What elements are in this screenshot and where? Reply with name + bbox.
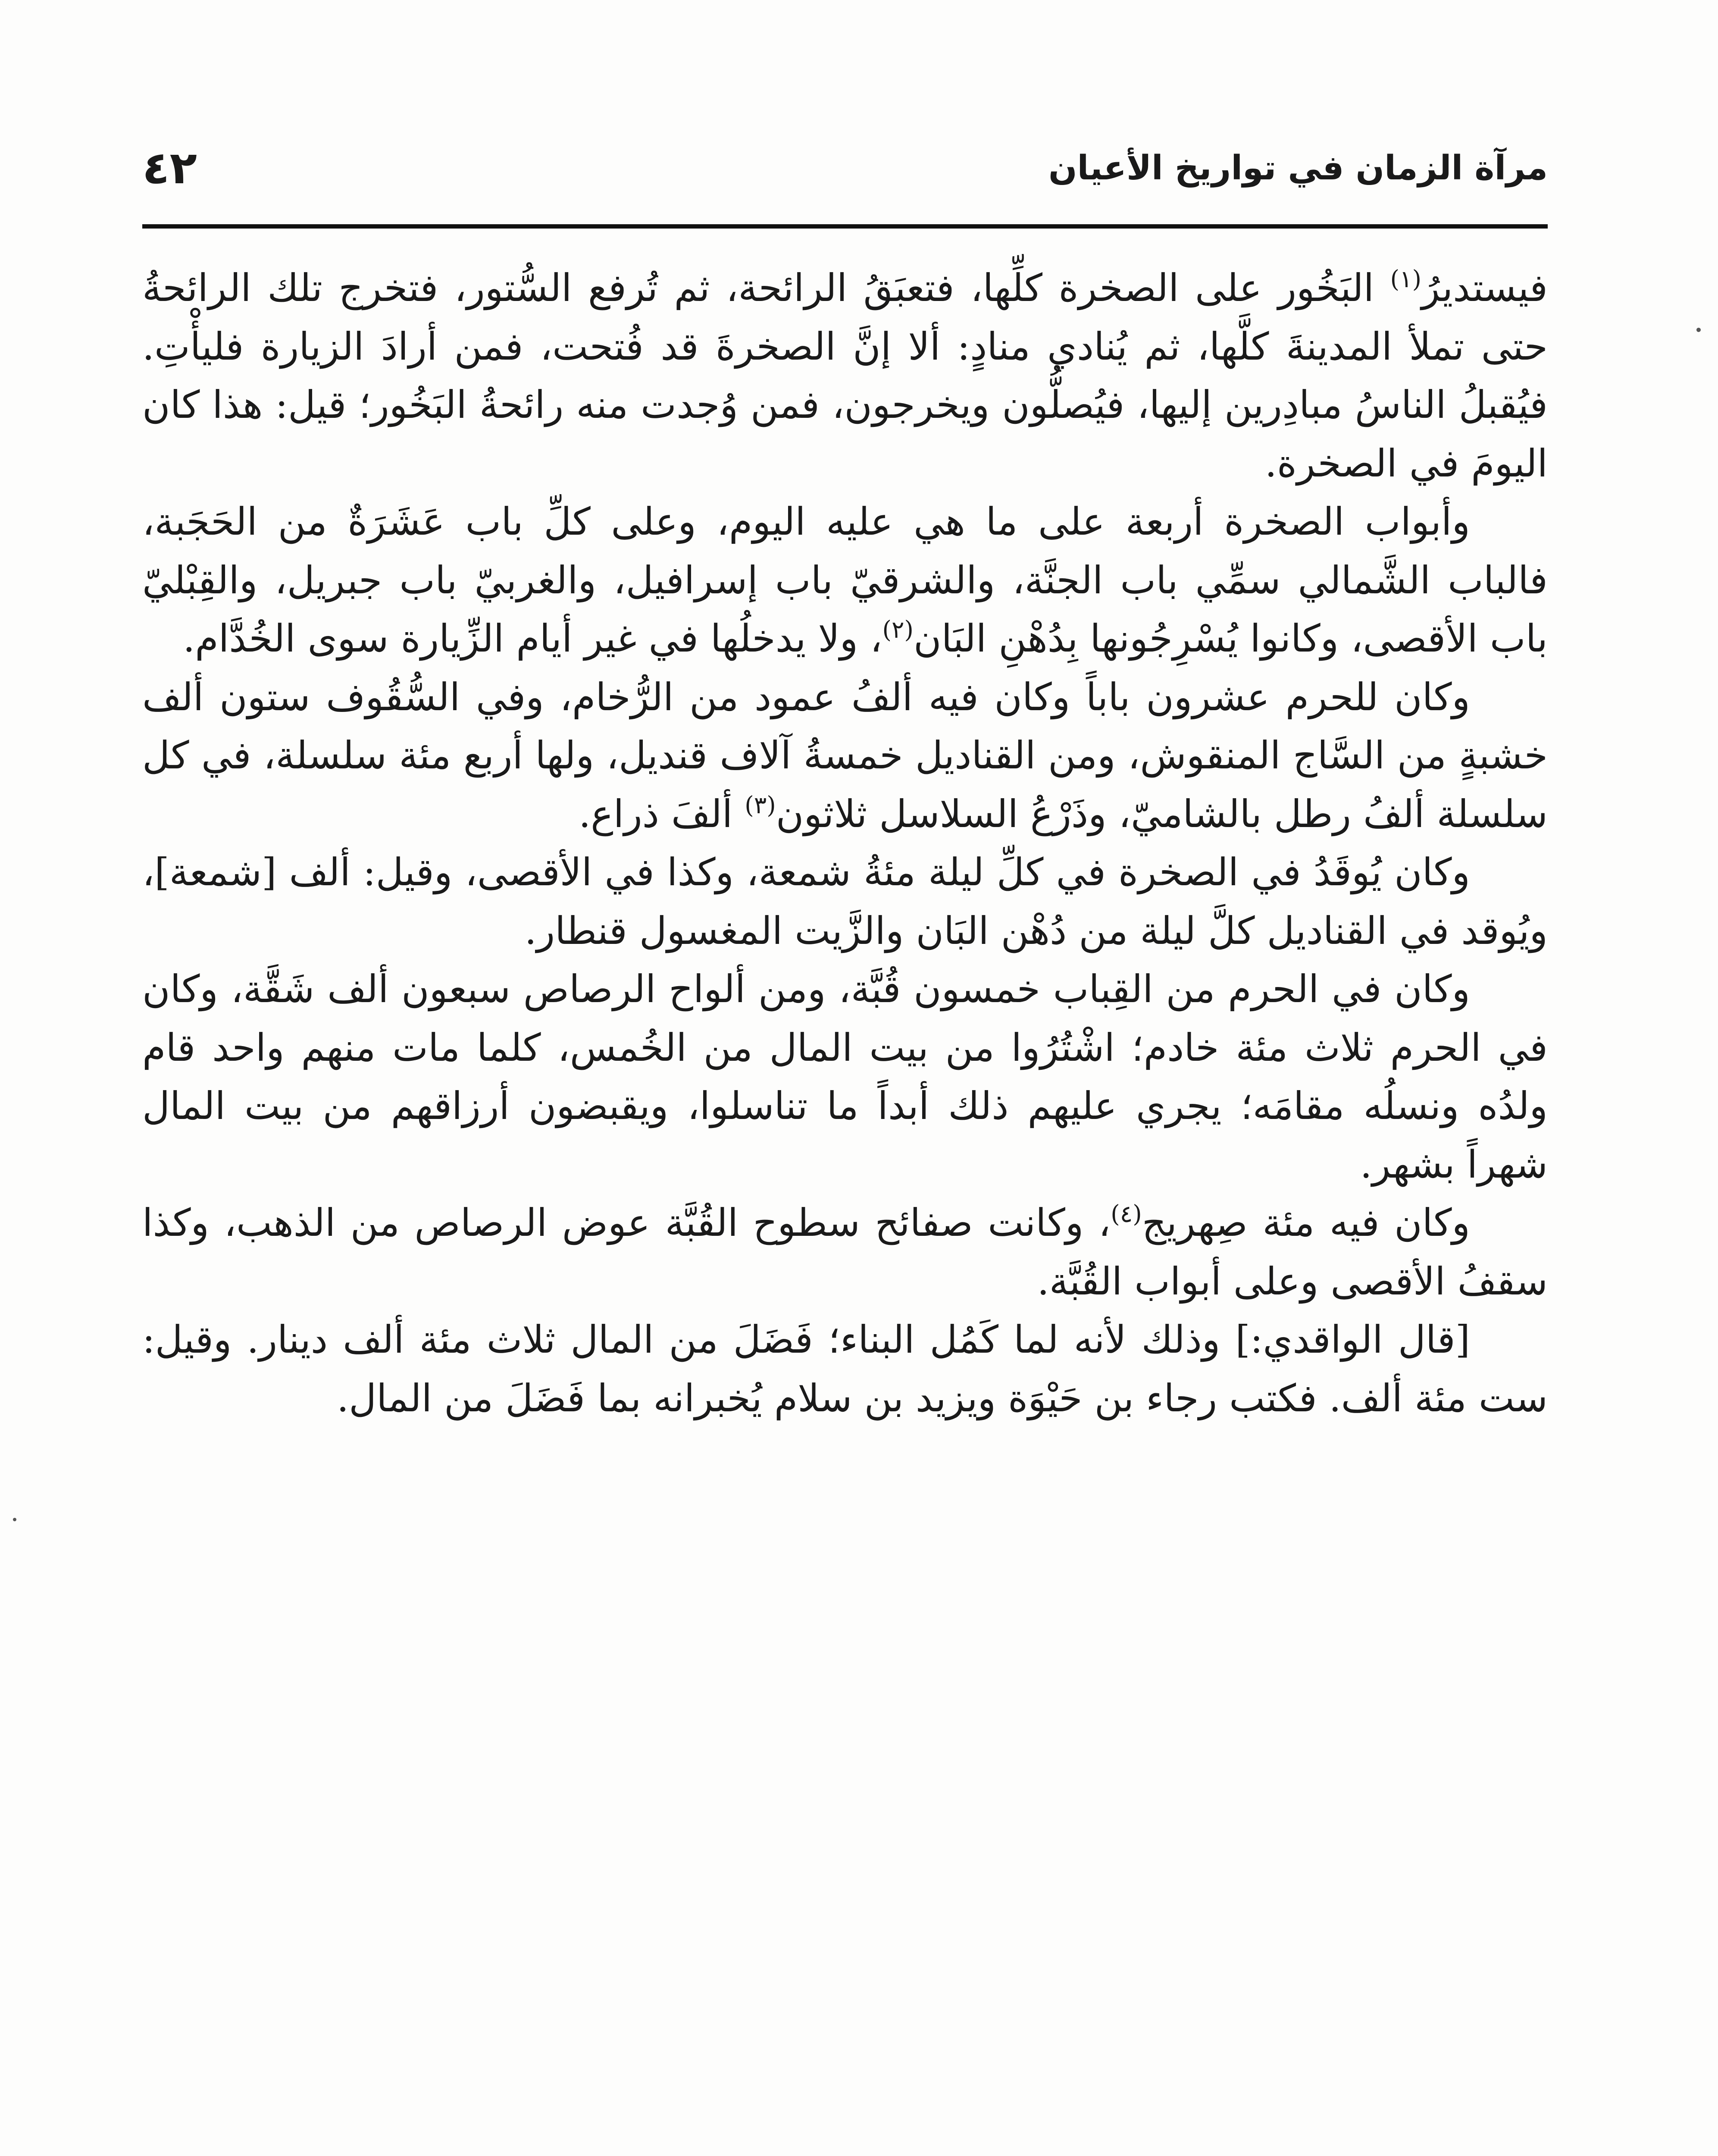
header-rule [142,224,1548,229]
paragraph-text: ألفَ ذراع. [579,791,745,836]
paragraph-text: فيستديرُ [1421,266,1548,310]
paragraph-text: وكان في الحرم من القِباب خمسون قُبَّة، ومن ألواح الرصاص سبعون ألف شَقَّة، وكان في الحرم ثلاث مئة خادم؛ اشْتُرُوا من بيت المال من الخُمس، كلما مات منهم واحد قام ولدُه ونسلُه مقامَه؛ يجري عليهم ذلك أبداً ما تناسلوا، ويقبضون أرزاقهم من بيت المال شهراً بشهر. [142,967,1548,1187]
paragraph [142,259,1548,492]
paragraph [142,1194,1548,1310]
paragraph-text: وكان فيه مئة صِهريج [1142,1200,1470,1245]
paragraph-text: ، وكانت صفائح سطوح القُبَّة عوض الرصاص من الذهب، وكذا سقفُ الأقصى وعلى أبواب القُبَّة. [142,1200,1548,1304]
paragraph [142,492,1548,668]
paragraph [142,668,1548,843]
paragraph-text: وأبواب الصخرة أربعة على ما هي عليه اليوم، وعلى كلِّ باب عَشَرَةٌ من الحَجَبة، فالباب الشَّمالي سمِّي باب الجنَّة، والشرقيّ باب إسرافيل، والغربيّ باب جبريل، والقِبْليّ باب الأقصى، وكانوا يُسْرِجُونها بِدُهْنِ البَان [142,499,1548,661]
paragraph [142,1310,1548,1427]
paragraph-text: وكان للحرم عشرون باباً وكان فيه ألفُ عمود من الرُّخام، وفي السُّقُوف ستون ألف خشبةٍ من السَّاج المنقوش، ومن القناديل خمسةُ آلاف قنديل، ولها أربع مئة سلسلة، في كل سلسلة ألفُ رطل بالشاميّ، وذَرْعُ السلاسل ثلاثون [142,674,1548,836]
paragraph-text: البَخُور على الصخرة كلِّها، فتعبَقُ الرائحة، ثم تُرفع السُّتور، فتخرج تلك الرائحةُ حتى تملأ المدينةَ كلَّها، ثم يُنادي منادٍ: ألا إنَّ الصخرةَ قد فُتحت، فمن أرادَ الزيارة فليأْتِ. فيُقبلُ الناسُ مبادِرين إليها، فيُصلُّون ويخرجون، فمن وُجدت منه رائحةُ البَخُور؛ قيل: هذا كان اليومَ في الصخرة. [142,266,1548,486]
footnote-marker: (١) [1390,265,1422,293]
paragraph [142,843,1548,960]
page-number: ٤٢ [142,141,197,194]
footnote-marker: (٢) [882,616,914,643]
main-text [142,259,1548,1427]
scan-speck [13,1518,16,1521]
footnote-marker: (٤) [1111,1200,1142,1228]
paragraph-text: ، ولا يدخلُها في غير أيام الزِّيارة سوى الخُدَّام. [183,616,882,661]
paragraph-text: وكان يُوقَدُ في الصخرة في كلِّ ليلة مئةُ شمعة، وكذا في الأقصى، وقيل: ألف [شمعة]، ويُوقد في القناديل كلَّ ليلة من دُهْن البَان والزَّيت المغسول قنطار. [142,850,1548,953]
running-title: مرآة الزمان في تواريخ الأعيان [1048,149,1548,188]
paragraph [142,960,1548,1194]
footnote-marker: (٣) [745,791,776,819]
running-header [142,141,1548,196]
scan-speck [1696,328,1701,332]
paragraph-text: [قال الواقدي:] وذلك لأنه لما كَمُل البناء؛ فَضَلَ من المال ثلاث مئة ألف دينار. وقيل: ست مئة ألف. فكتب رجاء بن حَيْوَة ويزيد بن سلام يُخبرانه بما فَضَلَ من المال. [142,1317,1548,1420]
